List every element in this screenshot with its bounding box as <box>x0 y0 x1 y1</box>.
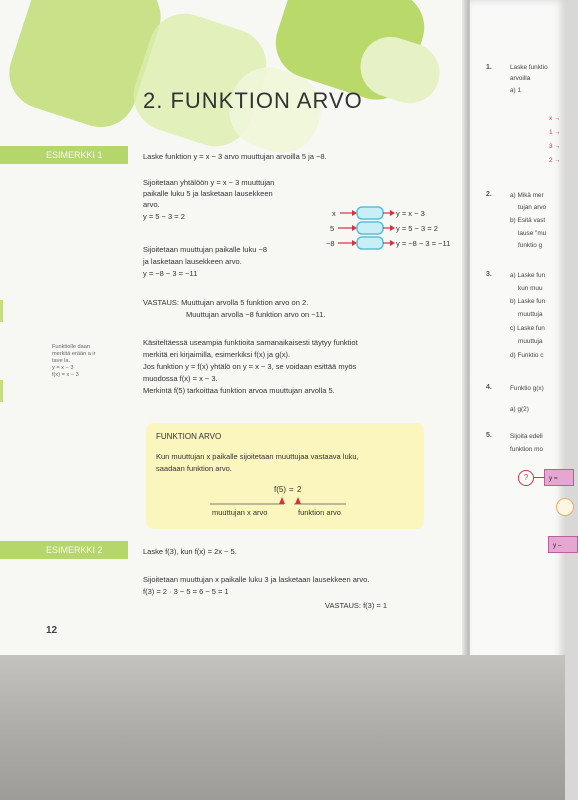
paragraph-line: Merkintä f(5) tarkoittaa funktion arvoa muuttujan arvolla 5. <box>143 386 335 395</box>
exercise-text: kun muu <box>518 285 543 292</box>
exercise-text: a) 1 <box>510 87 522 94</box>
definition-text: Kun muuttujan x paikalle sijoitetaan muuttujaa vastaava luku, <box>156 452 359 461</box>
definition-text: saadaan funktion arvo. <box>156 464 232 473</box>
machine-input: −8 <box>326 239 335 248</box>
definition-heading: FUNKTION ARVO <box>156 432 222 441</box>
definition-expr-eq: = <box>289 485 294 494</box>
step1-line: Sijoitetaan yhtälöön y = x − 3 muuttujan <box>143 178 275 187</box>
step2-calc: y = −8 − 3 = −11 <box>143 269 198 278</box>
definition-label-right: funktion arvo <box>298 508 341 517</box>
arrow-row: x → <box>549 115 561 122</box>
example-2-answer: VASTAUS: f(3) = 1 <box>325 601 388 610</box>
exercise-text: lause "mu <box>518 230 547 237</box>
example-1-answer: Muuttujan arvolla −8 funktion arvo on −11. <box>186 310 326 319</box>
paragraph-line: Käsiteltäessä useampia funktioita samanaikaisesti täytyy funktiot <box>143 338 358 347</box>
paragraph-line: Jos funktion y = f(x) yhtälö on y = x − 3, se voidaan esittää myös <box>143 362 357 371</box>
paragraph-line: merkitä eri kirjaimilla, esimerkiksi f(x) ja g(x). <box>143 350 291 359</box>
exercise-text: funktion mo <box>510 446 544 453</box>
definition-expr-left: f(5) <box>274 485 286 494</box>
exercise-text: muuttuja <box>518 311 543 318</box>
exercise-number: 2. <box>486 191 492 198</box>
function-machine-diagram <box>326 204 465 256</box>
exercise-number: 4. <box>486 384 492 391</box>
page-number: 12 <box>46 625 58 636</box>
machine-row <box>332 207 425 219</box>
exercise-text: muuttuja <box>518 338 543 345</box>
table-surface <box>0 655 565 800</box>
definition-box <box>146 423 424 529</box>
exercise-text: b) Laske fun <box>510 298 546 305</box>
bubble-arrow <box>534 477 544 478</box>
machine-output: y = 5 − 3 = 2 <box>396 224 438 233</box>
definition-underline <box>206 494 356 506</box>
exercise-text: b) Esitä vast <box>510 217 546 224</box>
example-2-label: ESIMERKKI 2 <box>0 541 128 559</box>
step1-line: arvo. <box>143 200 160 209</box>
machine-input: 5 <box>330 224 335 233</box>
definition-label-left: muuttujan x arvo <box>212 508 268 517</box>
machine-output: y = −8 − 3 = −11 <box>396 239 451 248</box>
machine-row <box>326 237 450 249</box>
machine-output: y = x − 3 <box>396 209 425 218</box>
side-note-line: f(x) = x − 3 <box>52 372 79 378</box>
exercise-number: 5. <box>486 432 492 439</box>
exercise-text: funktio g <box>518 242 543 249</box>
machine-box-top: y = <box>544 469 574 486</box>
example-2-calc: f(3) = 2 · 3 − 5 = 6 − 5 = 1 <box>143 587 229 596</box>
machine-input: x <box>332 209 336 218</box>
exercise-number: 1. <box>486 64 492 71</box>
step2-line: Sijoitetaan muuttujan paikalle luku −8 <box>143 245 268 254</box>
step2-line: ja lasketaan lausekkeen arvo. <box>143 257 242 266</box>
exercise-text: arvoilla <box>510 75 531 82</box>
side-note-line: Funktiolle daan <box>52 344 90 350</box>
side-note-line: merkitä erään a ir <box>52 351 96 357</box>
paragraph-line: muodossa f(x) = x − 3. <box>143 374 218 383</box>
exercise-text: a) Laske fun <box>510 272 546 279</box>
example-1-answer: VASTAUS: Muuttujan arvolla 5 funktion arvo on 2. <box>143 298 309 307</box>
exercise-text: a) Mikä mer <box>510 192 544 199</box>
exercise-text: tujan arvo <box>518 204 547 211</box>
exercise-text: d) Funktio c <box>510 352 544 359</box>
page-title: 2. FUNKTION ARVO <box>143 88 363 113</box>
example-2-task: Laske f(3), kun f(x) = 2x − 5. <box>143 547 237 556</box>
exercise-text: c) Laske fun <box>510 325 545 332</box>
example-1-task: Laske funktion y = x − 3 arvo muuttujan arvoilla 5 ja −8. <box>143 152 327 161</box>
arrow-row: 1 → <box>549 129 561 136</box>
step1-line: paikalle luku 5 ja lasketaan lausekkeen <box>143 189 273 198</box>
exercise-text: Laske funktio <box>510 64 548 71</box>
side-note-line: y = x − 3 <box>52 365 74 371</box>
definition-expr-right: 2 <box>297 485 302 494</box>
orange-bubble <box>556 498 574 516</box>
example-1-label: ESIMERKKI 1 <box>0 146 128 164</box>
exercise-number: 3. <box>486 271 492 278</box>
right-page <box>470 0 565 672</box>
exercise-text: a) g(2) <box>510 406 529 413</box>
exercise-text: Funktio g(x) <box>510 385 544 392</box>
margin-marker <box>0 380 3 402</box>
exercise-text: Sijoita edell <box>510 433 543 440</box>
side-note <box>52 344 96 379</box>
margin-marker <box>0 300 3 322</box>
machine-box-bottom: y – <box>548 536 578 553</box>
machine-row <box>330 222 438 234</box>
question-bubble: ? <box>518 470 534 486</box>
step1-calc: y = 5 − 3 = 2 <box>143 212 185 221</box>
example-2-step: Sijoitetaan muuttujan x paikalle luku 3 ja lasketaan lausekkeen arvo. <box>143 575 370 584</box>
arrow-row: 3 → <box>549 143 561 150</box>
arrow-row: 2 → <box>549 157 561 164</box>
side-note-line: tave la. <box>52 358 71 364</box>
